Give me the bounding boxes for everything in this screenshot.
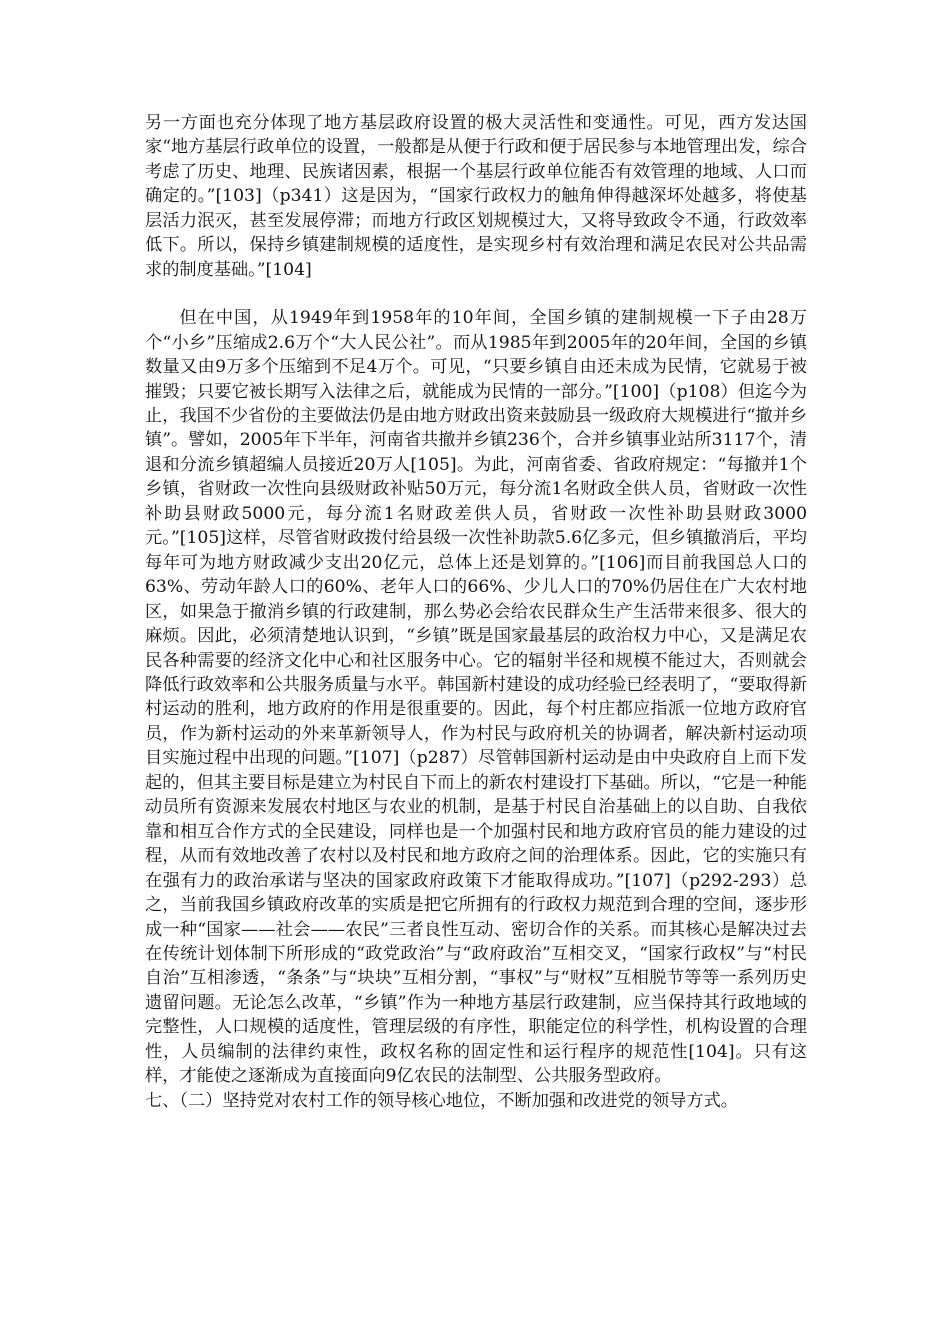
paragraph-2: 但在中国，从1949年到1958年的10年间，全国乡镇的建制规模一下子由28万个“小乡”压缩成2.6万个“大人民公社”。而从1985年到2005年的20年间，全国的乡镇数量又由9万多个压缩到不足4万个。可见，“只要乡镇自由还未成为民情，它就易于被摧毁；只要它被长期写入法律之后，就能成为民情的一部分。”[100]（p108）但迄今为止，我国不少省份的主要做法仍是由地方财政出资来鼓励县一级政府大规模进行“撤并乡镇”。譬如，2005年下半年，河南省共撤并乡镇236个，合并乡镇事业站所3117个，清退和分流乡镇超编人员接近20万人[105]。为此，河南省委、省政府规定：“每撤并1个乡镇，省财政一次性向县级财政补贴50万元，每分流1名财政全供人员，省财政一次性补助县财政5000元，每分流1名财政差供人员，省财政一次性补助县财政3000元。”[105]这样，尽管省财政拨付给县级一次性补助款5.6亿多元，但乡镇撤消后，平均每年可为地方财政减少支出20亿元，总体上还是划算的。”[106]而目前我国总人口的63%、劳动年龄人口的60%、老年人口的66%、少儿人口的70%仍居住在广大农村地区，如果急于撤消乡镇的行政建制，那么势必会给农民群众生产生活带来很多、很大的麻烦。因此，必须清楚地认识到，“乡镇”既是国家最基层的政治权力中心，又是满足农民各种需要的经济文化中心和社区服务中心。它的辐射半径和规模不能过大，否则就会降低行政效率和公共服务质量与水平。韩国新村建设的成功经验已经表明了，“要取得新村运动的胜利，地方政府的作用是很重要的。因此，每个村庄都应指派一位地方政府官员，作为新村运动的外来革新领导人，作为村民与政府机关的协调者，解决新村运动项目实施过程中出现的问题。”[107]（p287）尽管韩国新村运动是由中央政府自上而下发起的，但其主要目标是建立为村民自下而上的新农村建设打下基础。所以，“它是一种能动员所有资源来发展农村地区与农业的机制，是基于村民自治基础上的以自助、自我依靠和相互合作方式的全民建设，同样也是一个加强村民和地方政府官员的能力建设的过程，从而有效地改善了农村以及村民和地方政府之间的治理体系。因此，它的实施只有在强有力的政治承诺与坚决的国家政府政策下才能取得成功。”[107]（p292-293）总之，当前我国乡镇政府改革的实质是把它所拥有的行政权力规范到合理的空间，逐步形成一种“国家——社会——农民”三者良性互动、密切合作的关系。而其核心是解决过去在传统计划体制下所形成的“政党政治”与“政府政治”互相交叉，“国家行政权”与“村民自治”互相渗透，“条条”与“块块”互相分割，“事权”与“财权”互相脱节等等一系列历史遗留问题。无论怎么改革，“乡镇”作为一种地方基层行政建制，应当保持其行政地域的完整性，人口规模的适度性，管理层级的有序性，职能定位的科学性，机构设置的合理性，人员编制的法律约束性，政权名称的固定性和运行程序的规范性[104]。只有这样，才能使之逐渐成为直接面向9亿农民的法制型、公共服务型政府。 bbox=[145, 308, 807, 1087]
document-page bbox=[145, 111, 807, 1113]
paragraph-gap bbox=[145, 282, 807, 306]
section-heading: 七、（二）坚持党对农村工作的领导核心地位，不断加强和改进党的领导方式。 bbox=[145, 1090, 738, 1111]
paragraph-1: 另一方面也充分体现了地方基层政府设置的极大灵活性和变通性。可见，西方发达国家“地方基层行政单位的设置，一般都是从便于行政和便于居民参与本地管理出发，综合考虑了历史、地理、民族诸因素，根据一个基层行政单位能否有效管理的地域、人口而确定的。”[103]（p341）这是因为，“国家行政权力的触角伸得越深坏处越多，将使基层活力泯灭，甚至发展停滞；而地方行政区划规模过大，又将导致政令不通，行政效率低下。所以，保持乡镇建制规模的适度性，是实现乡村有效治理和满足农民对公共品需求的制度基础。”[104] bbox=[145, 113, 807, 280]
